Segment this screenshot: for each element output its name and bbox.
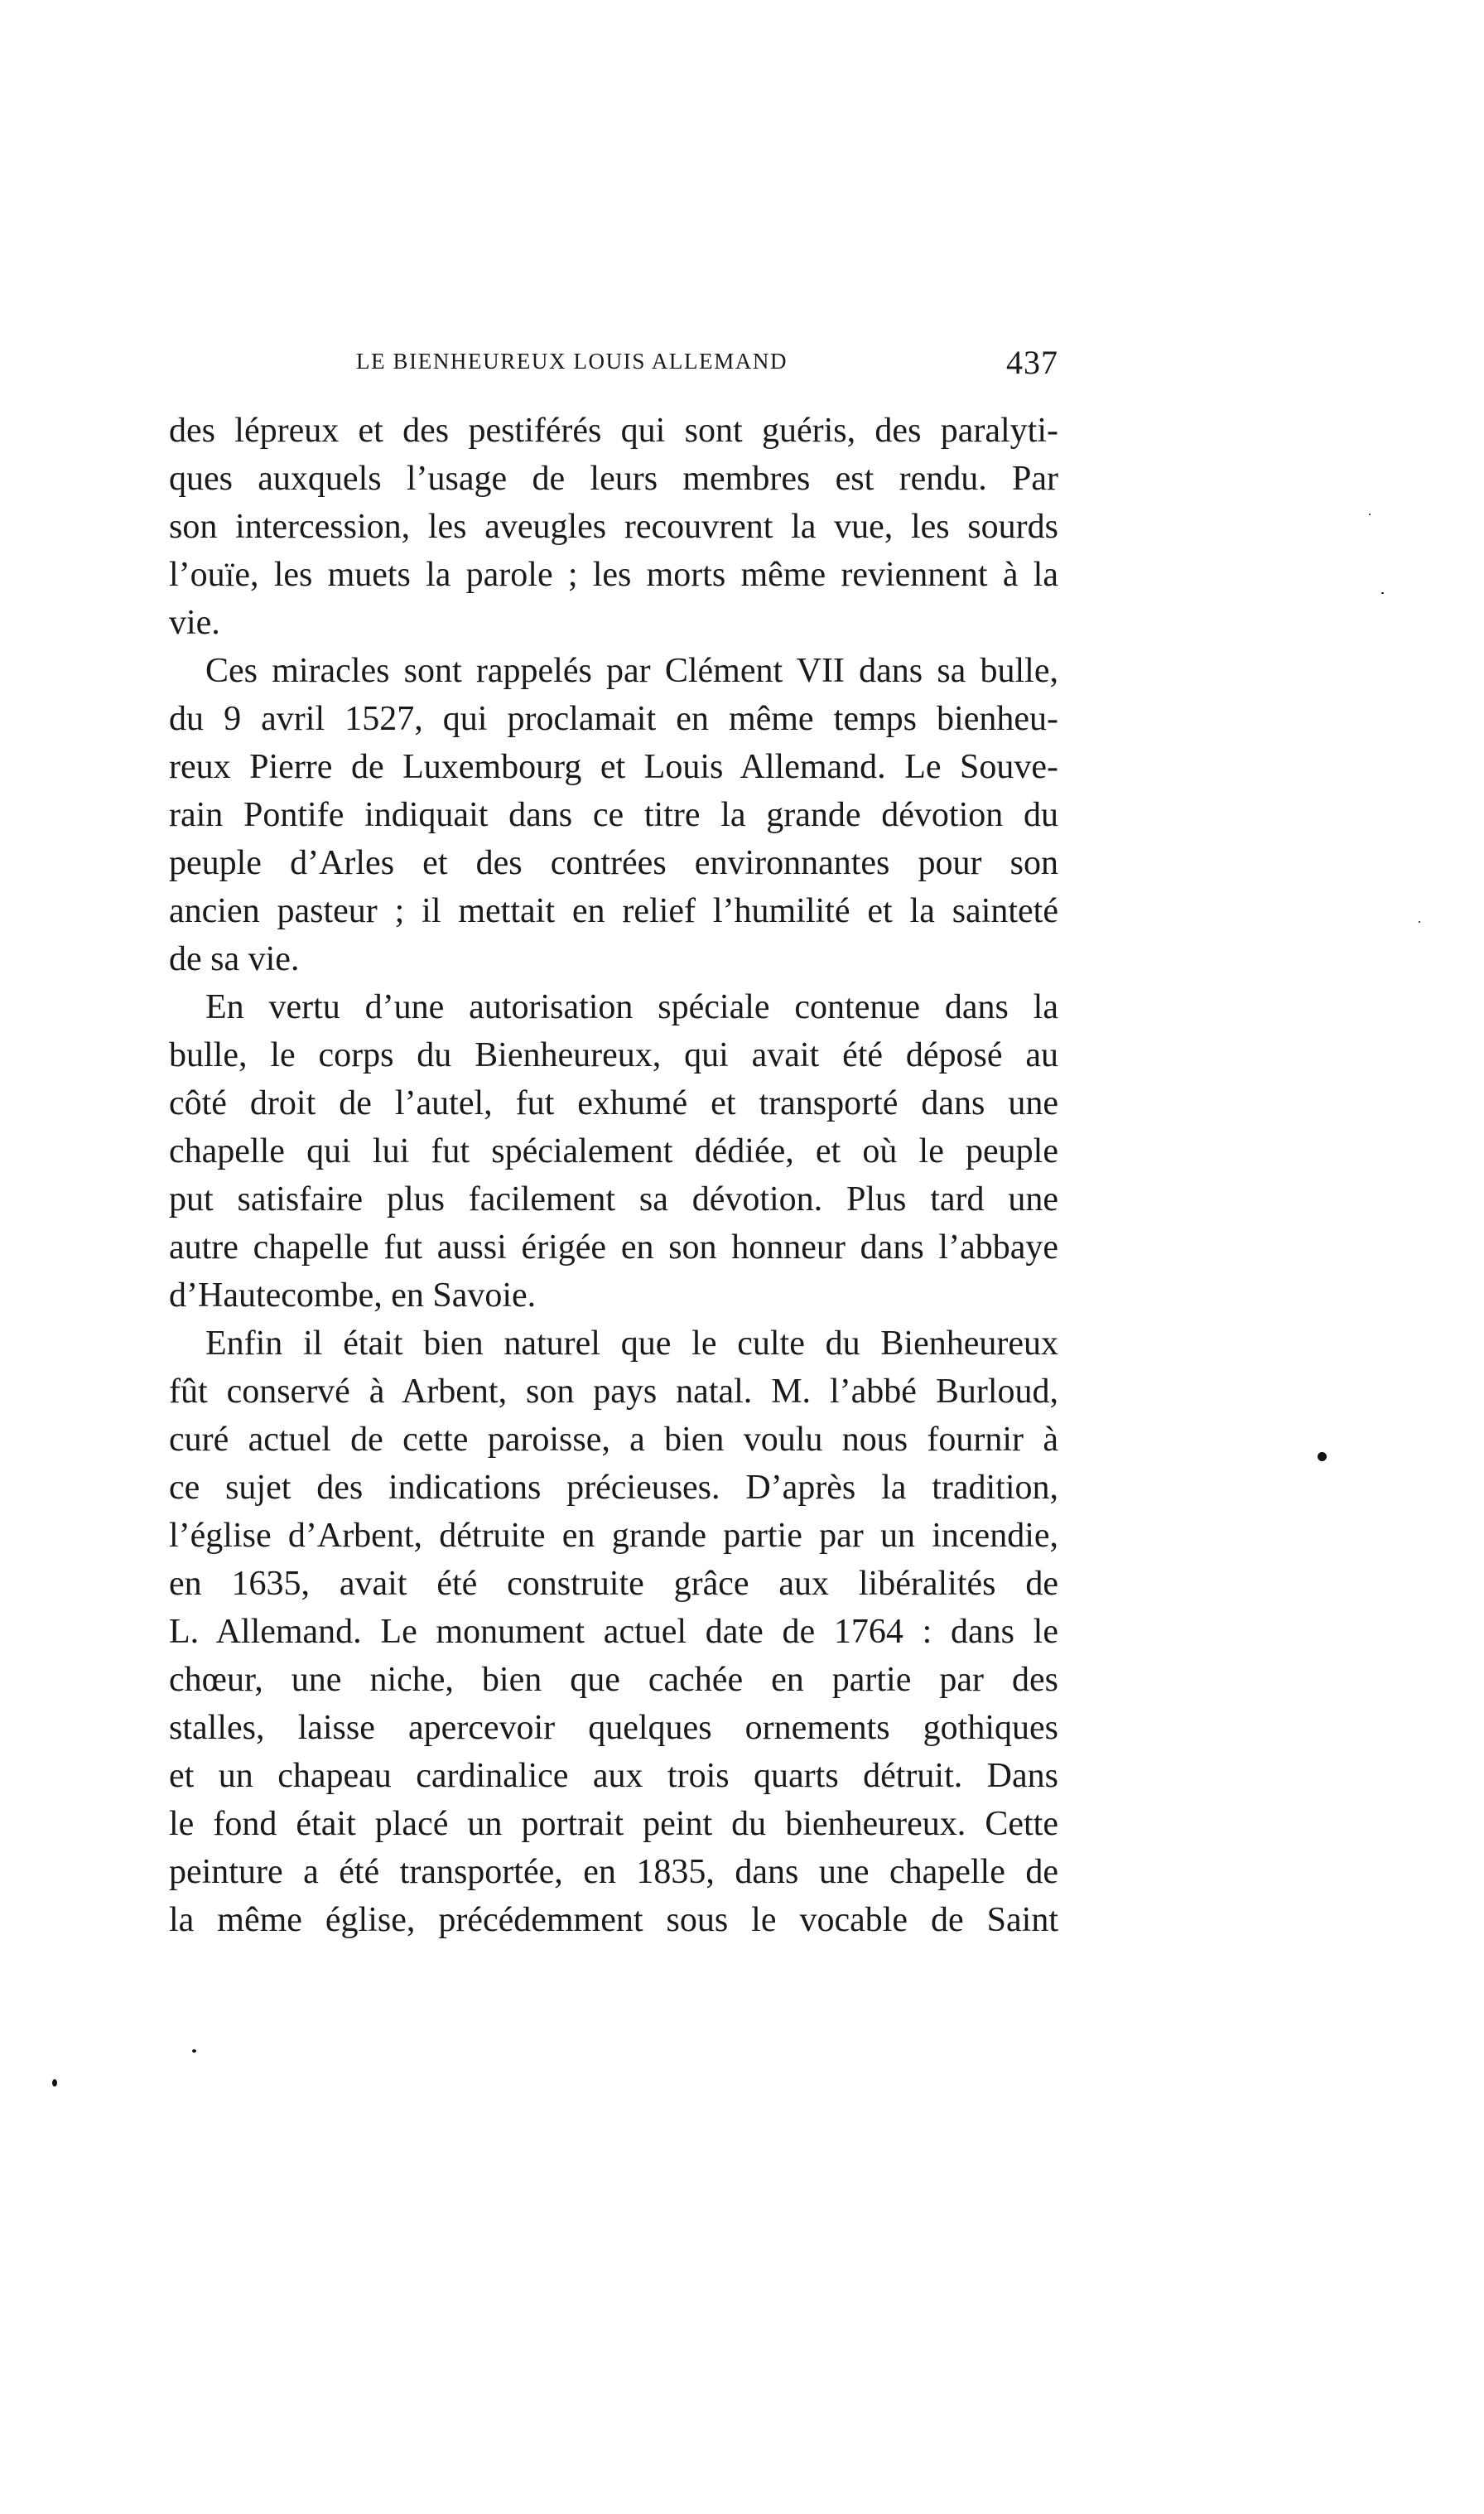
scan-speck xyxy=(1419,921,1420,923)
text-line: de sa vie. xyxy=(169,940,300,978)
text-line: autre chapelle fut aussi érigée en son honneur dans l’abbaye xyxy=(169,1228,1058,1267)
text-line: et un chapeau cardinalice aux trois quarts détruit. Dans xyxy=(169,1757,1058,1795)
text-line: l’ouïe, les muets la parole ; les morts même reviennent à la xyxy=(169,556,1058,594)
text-line: Ces miracles sont rappelés par Clément VII dans sa bulle, xyxy=(205,652,1058,690)
text-line: chapelle qui lui fut spécialement dédiée, et où le peuple xyxy=(169,1132,1058,1170)
text-line: peuple d’Arles et des contrées environnantes pour son xyxy=(169,844,1058,882)
text-line: son intercession, les aveugles recouvrent la vue, les sourds xyxy=(169,508,1058,546)
text-line: En vertu d’une autorisation spéciale contenue dans la xyxy=(205,988,1058,1026)
text-line: côté droit de l’autel, fut exhumé et transporté dans une xyxy=(169,1084,1058,1122)
text-line: put satisfaire plus facilement sa dévotion. Plus tard une xyxy=(169,1180,1058,1218)
text-line: curé actuel de cette paroisse, a bien voulu nous fournir à xyxy=(169,1421,1058,1459)
scan-speck xyxy=(52,2079,57,2087)
page-number: 437 xyxy=(1006,344,1058,381)
running-head-title: LE BIENHEUREUX LOUIS ALLEMAND xyxy=(356,349,788,374)
text-line: la même église, précédemment sous le vocable de Saint xyxy=(169,1901,1058,1939)
text-line: des lépreux et des pestiférés qui sont guéris, des paralyti- xyxy=(169,412,1058,450)
text-line: vie. xyxy=(169,604,220,642)
scan-speck xyxy=(1369,514,1371,515)
scan-speck xyxy=(1318,1452,1327,1461)
text-line: ancien pasteur ; il mettait en relief l’humilité et la sainteté xyxy=(169,892,1058,930)
text-line: fût conservé à Arbent, son pays natal. M. l’abbé Burloud, xyxy=(169,1373,1058,1411)
text-line: d’Hautecombe, en Savoie. xyxy=(169,1276,537,1315)
scan-speck xyxy=(192,2049,196,2053)
text-line: Enfin il était bien naturel que le culte du Bienheureux xyxy=(205,1325,1058,1363)
text-line: bulle, le corps du Bienheureux, qui avait été déposé au xyxy=(169,1036,1058,1074)
text-line: l’église d’Arbent, détruite en grande partie par un incendie, xyxy=(169,1517,1058,1555)
text-line: rain Pontife indiquait dans ce titre la grande dévotion du xyxy=(169,796,1058,834)
text-line: reux Pierre de Luxembourg et Louis Allemand. Le Souve- xyxy=(169,748,1058,786)
text-line: stalles, laisse apercevoir quelques ornements gothiques xyxy=(169,1709,1058,1747)
text-line: en 1635, avait été construite grâce aux libéralités de xyxy=(169,1565,1058,1603)
text-line: le fond était placé un portrait peint du bienheureux. Cette xyxy=(169,1805,1058,1843)
text-line: du 9 avril 1527, qui proclamait en même temps bienheu- xyxy=(169,700,1058,738)
text-line: peinture a été transportée, en 1835, dans une chapelle de xyxy=(169,1853,1058,1891)
text-line: ques auxquels l’usage de leurs membres est rendu. Par xyxy=(169,460,1058,498)
text-line: chœur, une niche, bien que cachée en partie par des xyxy=(169,1661,1058,1699)
text-line: L. Allemand. Le monument actuel date de 1764 : dans le xyxy=(169,1613,1058,1651)
text-line: ce sujet des indications précieuses. D’après la tradition, xyxy=(169,1469,1058,1507)
scan-speck xyxy=(1381,592,1384,594)
